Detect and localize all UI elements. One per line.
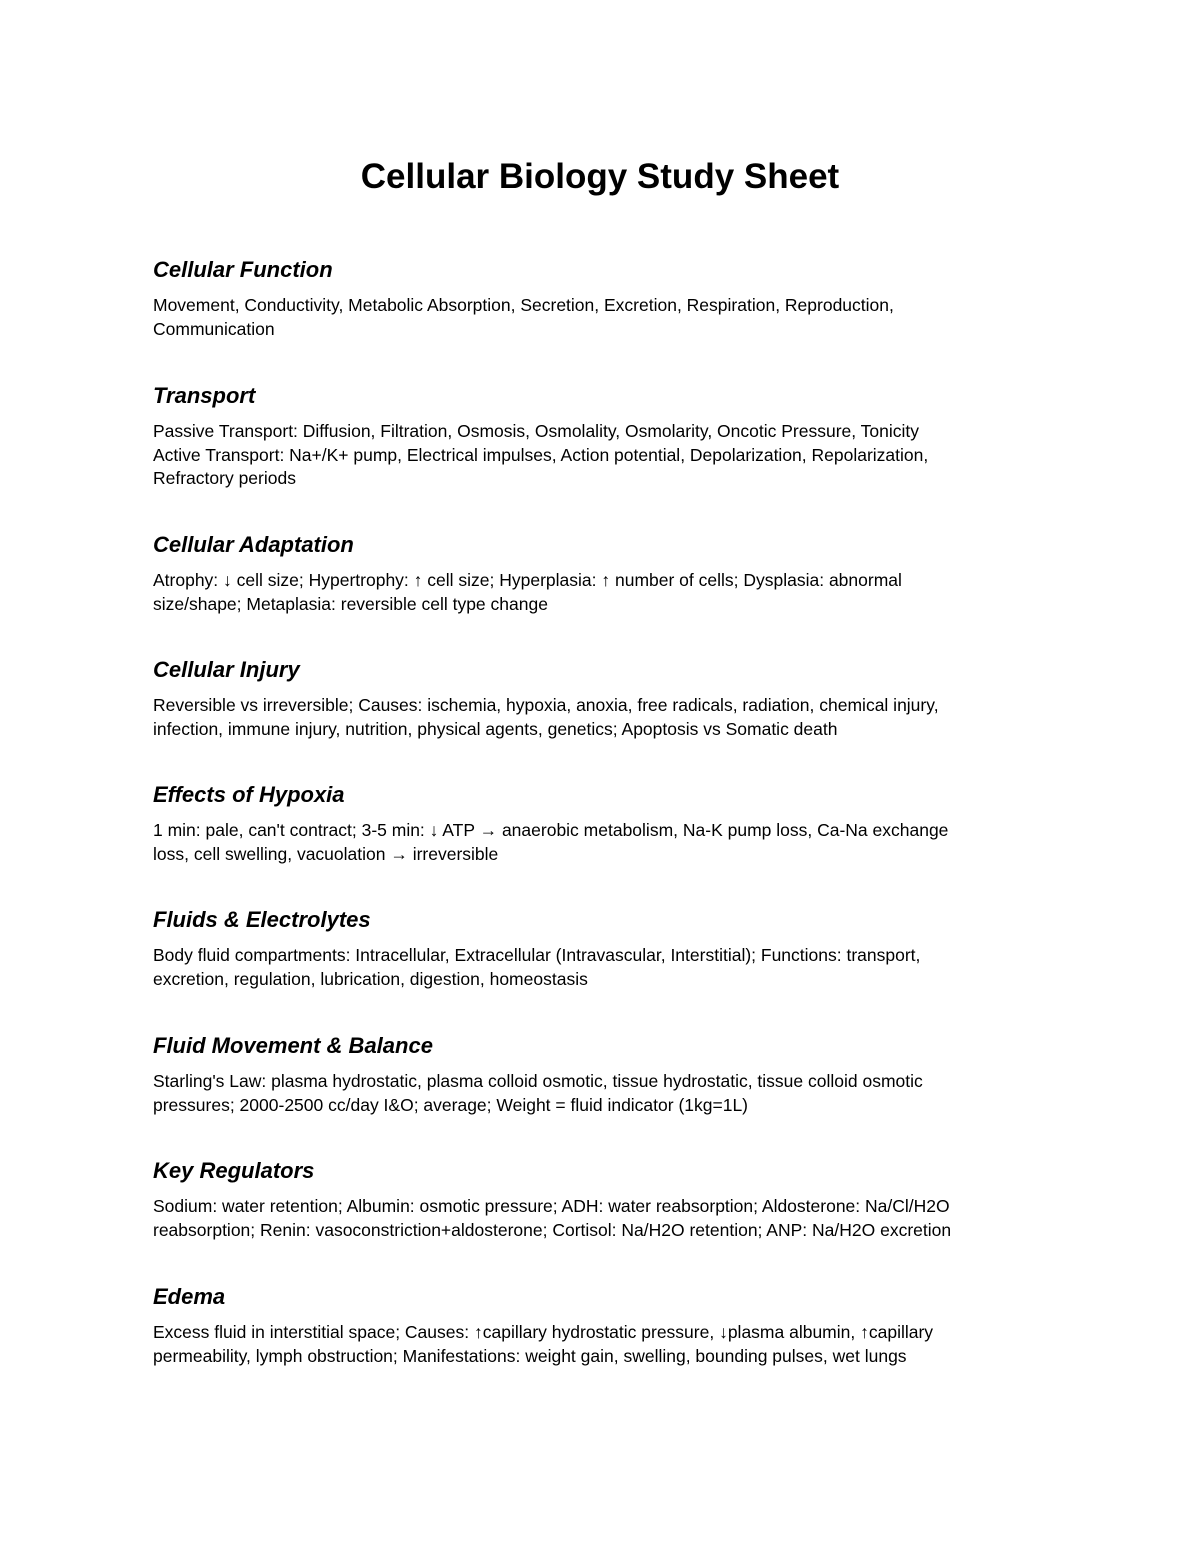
section-key-regulators [153,1157,1073,1242]
section-heading: Effects of Hypoxia [153,782,345,807]
page-title: Cellular Biology Study Sheet [360,157,840,196]
section-body: Reversible vs irreversible; Causes: ischemia, hypoxia, anoxia, free radicals, radiation, chemical injury, infection, immune injury, nutrition, physical agents, genetics; Apoptosis vs Somatic death [153,695,939,739]
section-fluids-electrolytes [153,906,1073,991]
section-heading: Edema [153,1284,226,1309]
section-heading: Cellular Injury [153,657,300,682]
section-body: Passive Transport: Diffusion, Filtration, Osmosis, Osmolality, Osmolarity, Oncotic Pressure, Tonicity Active Transport: Na+/K+ pump, Electrical impulses, Action potential, Depolarization, Repolarization, Refractory periods [153,421,929,488]
section-effects-of-hypoxia [153,781,1073,866]
section-heading: Cellular Function [153,257,333,282]
section-transport [153,382,1073,491]
section-body: Movement, Conductivity, Metabolic Absorption, Secretion, Excretion, Respiration, Reproduction, Communication [153,295,894,339]
section-body: Excess fluid in interstitial space; Causes: ↑capillary hydrostatic pressure, ↓plasma albumin, ↑capillary permeability, lymph obstruction; Manifestations: weight gain, swelling, bounding pulses, wet lungs [153,1322,934,1366]
section-heading: Cellular Adaptation [153,532,354,557]
section-edema [153,1283,1073,1368]
section-heading: Fluid Movement & Balance [153,1033,433,1058]
section-heading: Transport [153,383,256,408]
section-heading: Fluids & Electrolytes [153,907,371,932]
section-body: Body fluid compartments: Intracellular, Extracellular (Intravascular, Interstitial); Functions: transport, excretion, regulation, lubrication, digestion, homeostasis [153,945,921,989]
section-body: Sodium: water retention; Albumin: osmotic pressure; ADH: water reabsorption; Aldosterone: Na/Cl/H2O reabsorption; Renin: vasoconstriction+aldosterone; Cortisol: Na/H2O retention; ANP: Na/H2O excretion [153,1196,952,1240]
section-cellular-injury [153,656,1073,741]
section-heading: Key Regulators [153,1158,315,1183]
section-body: Starling's Law: plasma hydrostatic, plasma colloid osmotic, tissue hydrostatic, tissue colloid osmotic pressures; 2000-2500 cc/day I&O; average; Weight = fluid indicator (1kg=1L) [153,1071,923,1115]
section-body: Atrophy: ↓ cell size; Hypertrophy: ↑ cell size; Hyperplasia: ↑ number of cells; Dysplasia: abnormal size/shape; Metaplasia: reversible cell type change [153,570,902,614]
section-fluid-movement-balance [153,1032,1073,1117]
section-cellular-adaptation [153,531,1073,616]
section-cellular-function [153,256,1073,341]
section-body: 1 min: pale, can't contract; 3-5 min: ↓ ATP → anaerobic metabolism, Na-K pump loss, Ca-Na exchange loss, cell swelling, vacuolation → irreversible [153,820,949,864]
